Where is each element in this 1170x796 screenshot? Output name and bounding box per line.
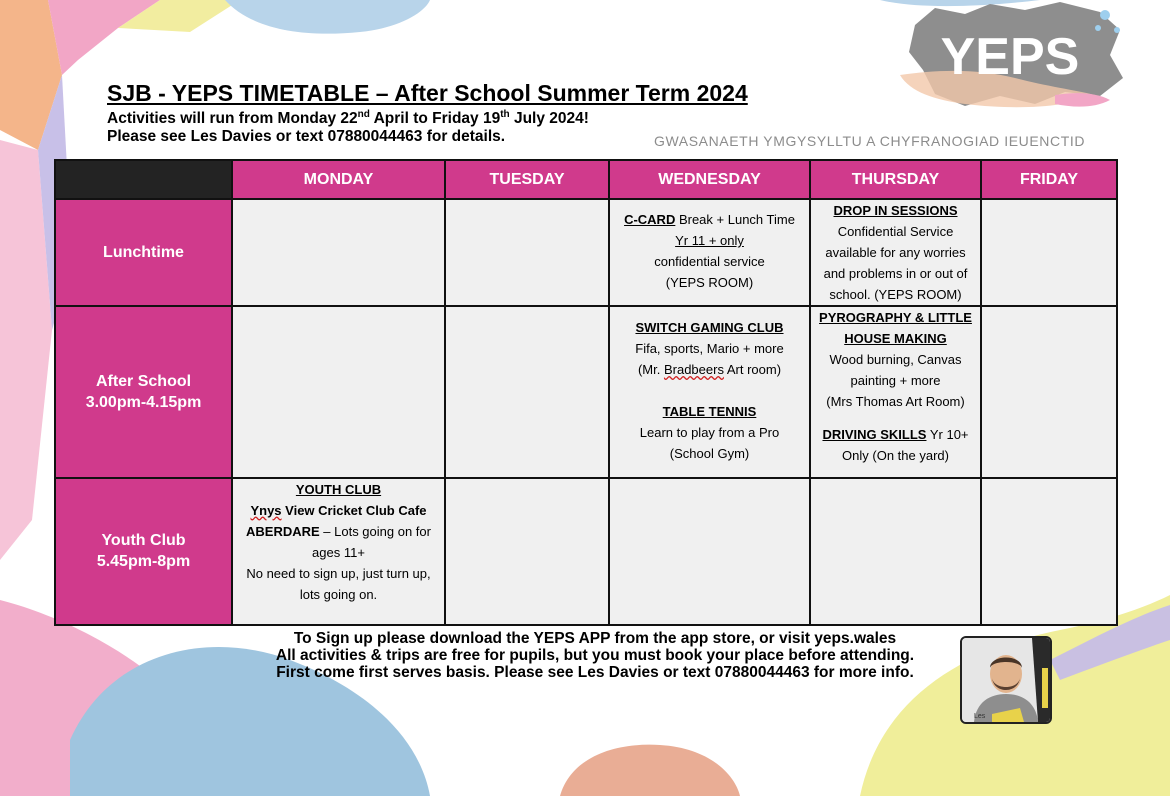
cell-lunchtime-friday xyxy=(981,199,1117,306)
cell-youth-club-tuesday xyxy=(445,478,609,625)
header-corner xyxy=(55,160,232,199)
cell-youth-club-friday xyxy=(981,478,1117,625)
avatar-label: Les xyxy=(974,713,986,720)
cell-after-school-friday xyxy=(981,306,1117,477)
footer-line-3: First come first serves basis. Please see Les Davies or text 07880044463 for more info. xyxy=(276,664,914,681)
day-friday: FRIDAY xyxy=(981,160,1117,199)
row-youth-club xyxy=(55,478,1117,625)
day-wednesday: WEDNESDAY xyxy=(609,160,810,199)
yeps-logo xyxy=(895,0,1135,125)
cell-after-school-wednesday: SWITCH GAMING CLUB Fifa, sports, Mario + more (Mr. Bradbeers Art room) TABLE TENNIS Learn to play from a Pro (School Gym) xyxy=(609,306,810,477)
subtitle-dates: Activities will run from Monday 22nd April to Friday 19th July 2024! xyxy=(107,108,589,127)
subtitle-contact: Please see Les Davies or text 07880044463 for details. xyxy=(107,128,506,145)
cell-lunchtime-wednesday: C-CARD Break + Lunch Time Yr 11 + only confidential service (YEPS ROOM) xyxy=(609,199,810,306)
day-monday: MONDAY xyxy=(232,160,445,199)
cell-youth-club-wednesday xyxy=(609,478,810,625)
day-header-row xyxy=(55,160,1117,199)
row-label-after-school: After School 3.00pm-4.15pm xyxy=(55,306,232,477)
cell-lunchtime-tuesday xyxy=(445,199,609,306)
cell-after-school-thursday: PYROGRAPHY & LITTLE HOUSE MAKING Wood burning, Canvas painting + more (Mrs Thomas Art Room) DRIVING SKILLS Yr 10+ Only (On the yard) xyxy=(810,306,981,477)
cell-youth-club-thursday xyxy=(810,478,981,625)
row-after-school xyxy=(55,306,1117,477)
day-thursday: THURSDAY xyxy=(810,160,981,199)
footer-line-1: To Sign up please download the YEPS APP from the app store, or visit yeps.wales xyxy=(293,630,897,647)
footer-line-2: All activities & trips are free for pupils, but you must book your place before attending. xyxy=(275,647,915,664)
avatar-illustration xyxy=(962,638,1050,722)
row-label-lunchtime: Lunchtime xyxy=(55,199,232,306)
row-lunchtime xyxy=(55,199,1117,306)
cell-after-school-monday xyxy=(232,306,445,477)
subtitle xyxy=(107,110,589,146)
cell-youth-club-monday: YOUTH CLUB Ynys View Cricket Club Cafe ABERDARE – Lots going on for ages 11+ No need to sign up, just turn up, lots going on. xyxy=(232,478,445,625)
footer-info xyxy=(200,630,990,681)
cell-lunchtime-thursday: DROP IN SESSIONS Confidential Service available for any worries and problems in or out of school. (YEPS ROOM) xyxy=(810,199,981,306)
cell-lunchtime-monday xyxy=(232,199,445,306)
page-title: SJB - YEPS TIMETABLE – After School Summer Term 2024 xyxy=(107,80,748,106)
row-label-youth-club: Youth Club 5.45pm-8pm xyxy=(55,478,232,625)
organisation-name: GWASANAETH YMGYSYLLTU A CHYFRANOGIAD IEUENCTID xyxy=(654,133,1086,149)
cell-after-school-tuesday xyxy=(445,306,609,477)
avatar xyxy=(960,636,1052,724)
logo-text: YEPS xyxy=(940,28,1080,86)
day-tuesday: TUESDAY xyxy=(445,160,609,199)
timetable xyxy=(54,159,1118,626)
